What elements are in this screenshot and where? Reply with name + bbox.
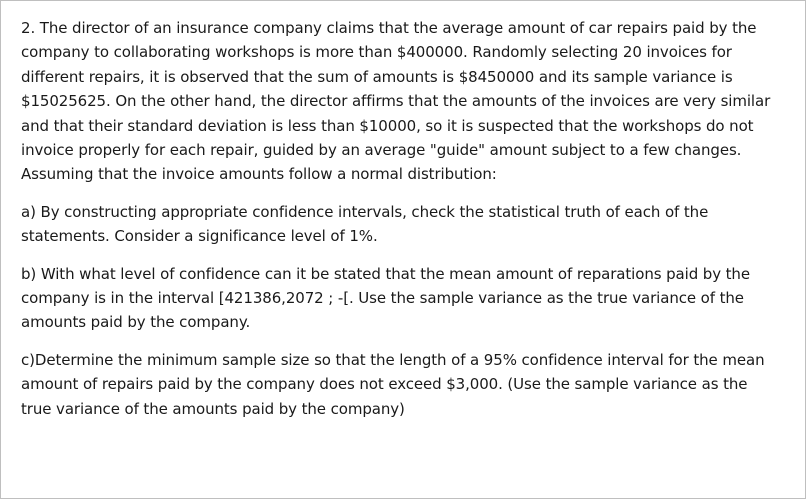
part-a-paragraph: a) By constructing appropriate confidence intervals, check the statistical truth of each of the statements. Consider a significance level of 1%. xyxy=(21,202,709,246)
part-b-paragraph: b) With what level of confidence can it be stated that the mean amount of reparations paid by the company is in the interval [421386,2072 ; -[. Use the sample variance as the true variance of the amounts paid by the company. xyxy=(21,264,750,332)
problem-intro-paragraph: 2. The director of an insurance company claims that the average amount of car repairs paid by the company to collaborating workshops is more than $400000. Randomly selecting 20 invoices for different repairs, it is observed that the sum of amounts is $8450000 and its sample variance is $15025625. On the other hand, the director affirms that the amounts of the invoices are very similar and that their standard deviation is less than $10000, so it is suspected that the workshops do not invoice properly for each repair, guided by an average "guide" amount subject to a few changes. Assuming that the invoice amounts follow a normal distribution: xyxy=(21,19,771,184)
problem-text xyxy=(21,16,781,421)
part-c-paragraph: c)Determine the minimum sample size so that the length of a 95% confidence interval for the mean amount of repairs paid by the company does not exceed $3,000. (Use the sample variance as the true variance of the amounts paid by the company) xyxy=(21,350,765,418)
